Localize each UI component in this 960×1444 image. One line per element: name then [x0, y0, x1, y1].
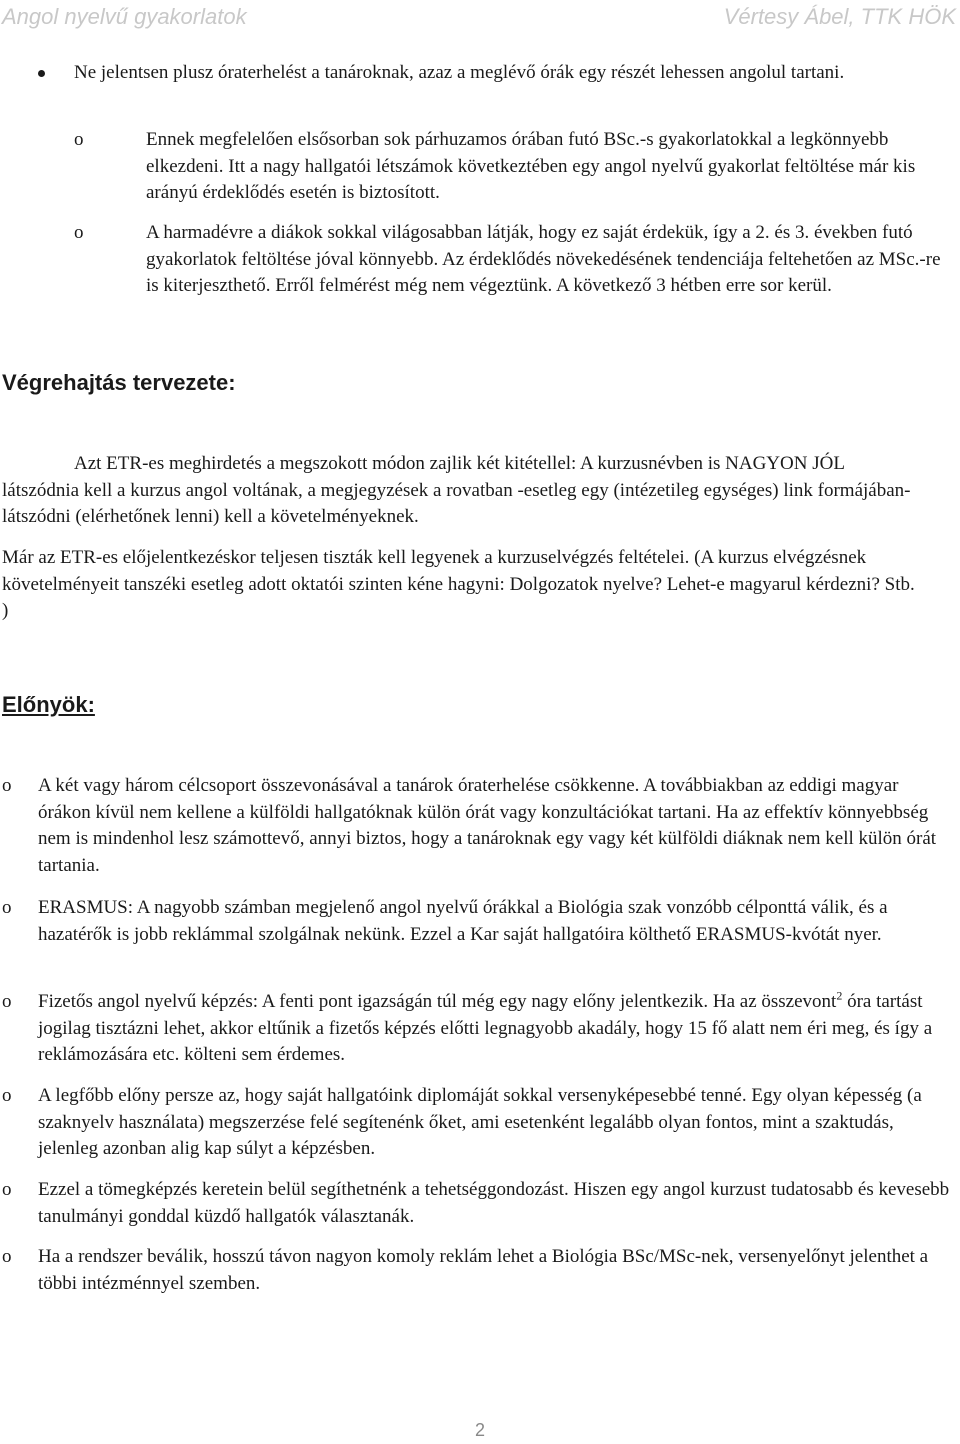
sub-bullet-item	[146, 127, 946, 207]
list-marker: o	[2, 775, 12, 796]
sub-bullet-marker: o	[74, 129, 84, 150]
list-marker: o	[2, 1085, 12, 1106]
list-item	[38, 773, 948, 879]
header-title: Angol nyelvű gyakorlatok	[2, 4, 247, 29]
list-item-text	[38, 989, 948, 1069]
list-item-text-part: óra tartást jogilag tisztázni lehet, akkor eltűnik a fizetős képzés előtti legnagyobb akadály, hogy 15 fő alatt nem éri meg, és így a reklámozására etc. költeni sem érdemes.	[38, 991, 933, 1065]
bullet-text: Ne jelentsen plusz óraterhelést a tanároknak, azaz a meglévő órák egy részét lehessen angolul tartani.	[74, 62, 845, 83]
sub-bullet-text: Ennek megfelelően elsősorban sok párhuzamos órában futó BSc.-s gyakorlatokkal a legkönnyebb elkezdeni. Itt a nagy hallgatói létszámok következtében egy angol nyelvű gyakorlat feltöltése már kis arányú érdeklődés esetén is biztosított.	[146, 129, 916, 203]
bullet-item	[74, 60, 944, 87]
list-item-text: A két vagy három célcsoport összevonásával a tanárok óraterhelése csökkenne. A továbbiakban az eddigi magyar órákon kívül nem kellene a külföldi hallgatóknak külön órát vagy konzultációkat tartani. Ha az effektív könnyebbség nem is mindenhol lesz számottevő, annyi biztos, hogy a tanároknak egy vagy két külföldi diáknak nem kell külön órát tartania.	[38, 775, 937, 876]
list-item-text-part: Fizetős angol nyelvű képzés: A fenti pont igazságán túl még egy nagy előny jelentkezik. Ha az összevont	[38, 991, 837, 1012]
list-item	[38, 989, 948, 1069]
list-item-text: A legfőbb előny persze az, hogy saját hallgatóink diplomáját sokkal versenyképesebbé tenné. Egy olyan képesség (a szaknyelv használata) megszerzése felé segítenénk őket, ami esetenként legalább olyan fontos, mint a szaktudás, jelenleg azonban alig kap súlyt a képzésben.	[38, 1085, 922, 1159]
sub-bullet-text: A harmadévre a diákok sokkal világosabban látják, hogy ez saját érdekük, így a 2. és 3. években futó gyakorlatok feltöltése jóval könnyebb. Az érdeklődés növekedésének tendenciája feltehetően az MSc.-re is kiterjeszthető. Erről felmérést még nem végeztünk. A következő 3 hétben erre sor kerül.	[146, 222, 941, 296]
list-item	[38, 1083, 948, 1163]
paragraph	[2, 451, 922, 531]
footnote-ref: 2	[836, 988, 843, 1003]
list-item-text: Ezzel a tömegképzés keretein belül segíthetnénk a tehetséggondozást. Hiszen egy angol kurzust tudatosabb és kevesebb tanulmányi gonddal küzdő hallgatók választanák.	[38, 1179, 950, 1227]
list-marker: o	[2, 991, 12, 1012]
section-heading: Előnyök:	[2, 692, 95, 717]
list-item	[38, 1177, 953, 1230]
page-header	[0, 4, 960, 34]
header-author: Vértesy Ábel, TTK HÖK	[723, 4, 956, 29]
list-item	[38, 1244, 943, 1297]
section-heading: Végrehajtás tervezete:	[2, 370, 236, 395]
sub-bullet-marker: o	[74, 222, 84, 243]
paragraph-text: Azt ETR-es meghirdetés a megszokott módon zajlik két kitétellel: A kurzusnévben is NAGYON JÓL látszódnia kell a kurzus angol voltának, a megjegyzések a rovatban -esetleg egy (intézetileg egységes) link formájában- látszódni (elérhetőnek lenni) kell a követelményeknek.	[2, 453, 911, 527]
list-item	[38, 895, 948, 948]
list-marker: o	[2, 1179, 12, 1200]
list-marker: o	[2, 1246, 12, 1267]
bullet-marker	[38, 70, 45, 77]
list-item-text: Ha a rendszer beválik, hosszú távon nagyon komoly reklám lehet a Biológia BSc/MSc-nek, versenyelőnyt jelenthet a többi intézménnyel szemben.	[38, 1246, 929, 1294]
list-marker: o	[2, 897, 12, 918]
page-number: 2	[474, 1420, 485, 1440]
list-item-text: ERASMUS: A nagyobb számban megjelenő angol nyelvű órákkal a Biológia szak vonzóbb célponttá válik, és a hazatérők is jobb reklámmal szolgálnak nekünk. Ezzel a Kar saját hallgatóira költhető ERASMUS-kvótát nyer.	[38, 897, 888, 945]
paragraph	[2, 545, 922, 625]
paragraph-text: Már az ETR-es előjelentkezéskor teljesen tiszták kell legyenek a kurzuselvégzés feltételei. (A kurzus elvégzésnek követelményeit tanszéki esetleg adott oktatói szinten kéne hagyni: Dolgozatok nyelve? Lehet-e magyarul kérdezni? Stb. )	[2, 547, 915, 621]
sub-bullet-item	[146, 220, 956, 300]
